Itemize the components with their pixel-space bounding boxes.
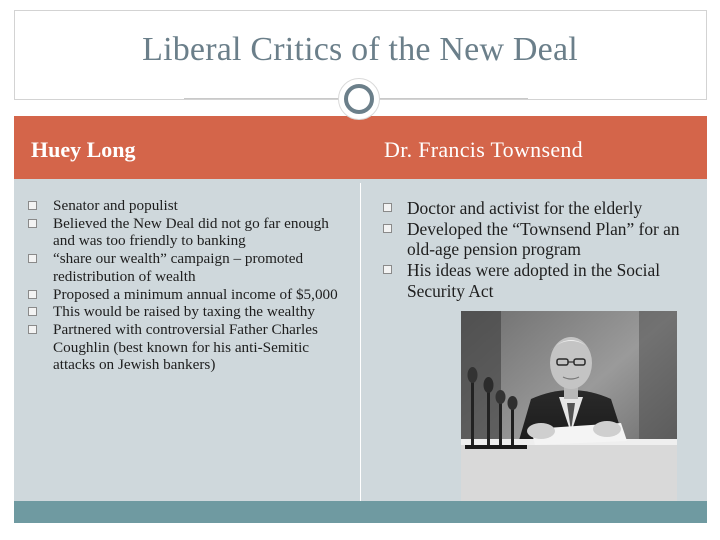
bullet-box-icon	[28, 201, 37, 210]
list-item	[28, 303, 348, 320]
heading-huey-long: Huey Long	[31, 137, 136, 162]
bullet-box-icon	[383, 224, 392, 233]
list-item	[383, 260, 693, 301]
huey-long-bullet-list	[28, 197, 348, 374]
bullet-box-icon	[28, 307, 37, 316]
bullet-text: Partnered with controversial Father Charles Coughlin (best known for his anti-Semitic attacks on Jewish bankers)	[53, 321, 318, 374]
ring-icon	[338, 78, 380, 120]
bullet-text: Believed the New Deal did not go far enough and was too friendly to banking	[53, 214, 329, 250]
list-item	[28, 250, 348, 285]
list-item	[28, 286, 348, 303]
slide-title: Liberal Critics of the New Deal	[142, 31, 578, 68]
bullet-box-icon	[28, 325, 37, 334]
bullet-box-icon	[383, 203, 392, 212]
bullet-text: Doctor and activist for the elderly	[407, 198, 643, 218]
bullet-box-icon	[28, 290, 37, 299]
list-item	[28, 215, 348, 250]
list-item	[383, 219, 693, 260]
heading-francis-townsend: Dr. Francis Townsend	[384, 137, 583, 162]
list-item	[383, 198, 693, 219]
bullet-box-icon	[28, 219, 37, 228]
bullet-text: His ideas were adopted in the Social Security Act	[407, 260, 661, 301]
bullet-box-icon	[383, 265, 392, 274]
bullet-text: This would be raised by taxing the wealthy	[53, 303, 315, 321]
list-item	[28, 197, 348, 214]
bullet-text: Developed the “Townsend Plan” for an old-age pension program	[407, 218, 680, 260]
bullet-text: “share our wealth” campaign – promoted redistribution of wealth	[53, 250, 304, 285]
footer-band	[14, 501, 707, 523]
bullet-text: Senator and populist	[53, 197, 178, 214]
bullet-box-icon	[28, 254, 37, 263]
bullet-text: Proposed a minimum annual income of $5,000	[53, 285, 338, 303]
townsend-photograph	[461, 311, 677, 501]
column-divider	[360, 183, 361, 501]
list-item	[28, 321, 348, 373]
townsend-bullet-list	[383, 198, 693, 302]
